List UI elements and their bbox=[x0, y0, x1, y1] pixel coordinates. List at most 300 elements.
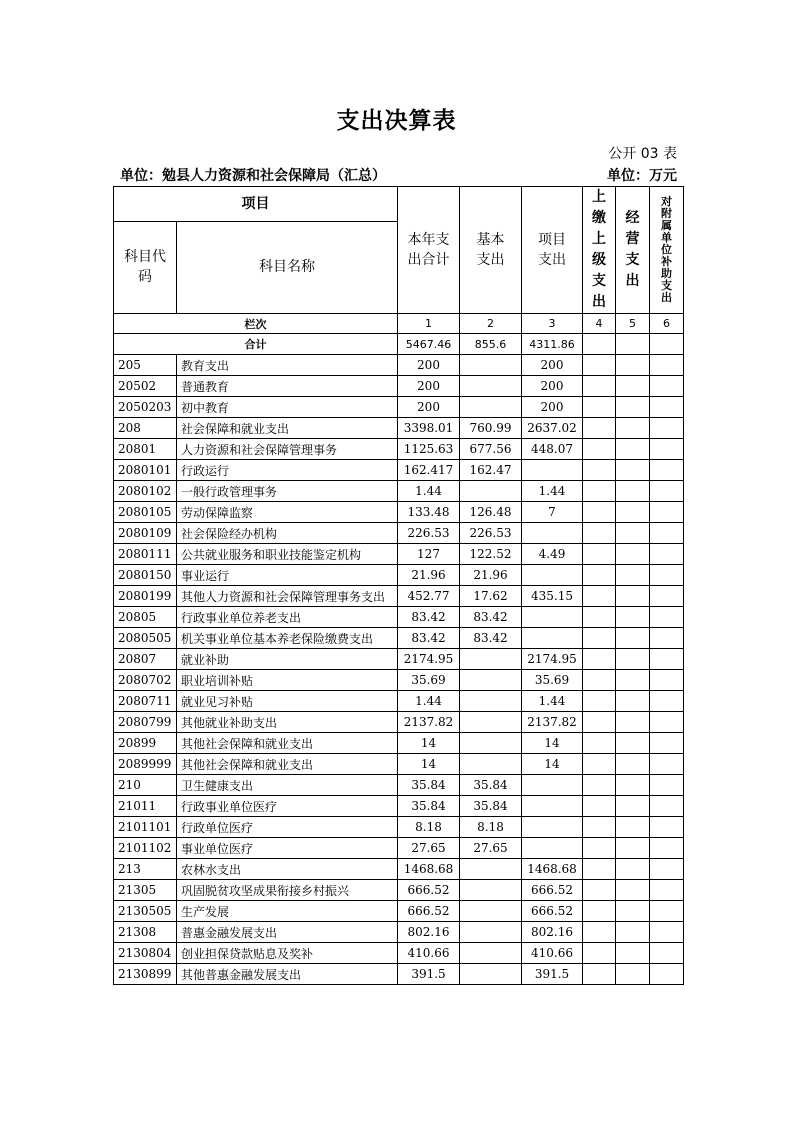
subsidy-cell bbox=[650, 586, 684, 607]
subject-code-cell: 21308 bbox=[114, 922, 177, 943]
subsidy-cell bbox=[650, 418, 684, 439]
turn-over-cell bbox=[583, 796, 616, 817]
item-cell: 391.5 bbox=[522, 964, 583, 985]
subject-code-cell: 20801 bbox=[114, 439, 177, 460]
item-cell bbox=[522, 817, 583, 838]
operating-cell bbox=[616, 565, 650, 586]
subject-name-cell: 行政事业单位医疗 bbox=[177, 796, 398, 817]
turn-over-cell bbox=[583, 670, 616, 691]
basic-cell: 126.48 bbox=[460, 502, 522, 523]
subject-code-cell: 2080711 bbox=[114, 691, 177, 712]
subject-name-cell: 巩固脱贫攻坚成果衔接乡村振兴 bbox=[177, 880, 398, 901]
subject-name-cell: 劳动保障监察 bbox=[177, 502, 398, 523]
operating-cell bbox=[616, 586, 650, 607]
subject-code-cell: 2080111 bbox=[114, 544, 177, 565]
subject-name-cell: 其他社会保障和就业支出 bbox=[177, 733, 398, 754]
operating-cell bbox=[616, 628, 650, 649]
subsidy-cell bbox=[650, 775, 684, 796]
subsidy-cell bbox=[650, 964, 684, 985]
subject-name-cell: 教育支出 bbox=[177, 355, 398, 376]
total-cell: 127 bbox=[398, 544, 460, 565]
table-row bbox=[114, 544, 684, 565]
subject-code-cell: 2080109 bbox=[114, 523, 177, 544]
subject-name-cell: 就业见习补贴 bbox=[177, 691, 398, 712]
operating-cell bbox=[616, 376, 650, 397]
turn-over-cell bbox=[583, 838, 616, 859]
basic-cell bbox=[460, 943, 522, 964]
subject-name-cell: 行政单位医疗 bbox=[177, 817, 398, 838]
subsidy-cell bbox=[650, 502, 684, 523]
lanci-col: 3 bbox=[522, 314, 583, 334]
header-operating: 经营支出 bbox=[616, 187, 650, 314]
operating-cell bbox=[616, 439, 650, 460]
turn-over-cell bbox=[583, 880, 616, 901]
subsidy-cell bbox=[650, 733, 684, 754]
item-cell: 200 bbox=[522, 397, 583, 418]
header-item: 项目支出 bbox=[522, 187, 583, 314]
subject-code-cell: 2130899 bbox=[114, 964, 177, 985]
item-cell: 1.44 bbox=[522, 691, 583, 712]
subject-code-cell: 210 bbox=[114, 775, 177, 796]
subject-name-cell: 行政事业单位养老支出 bbox=[177, 607, 398, 628]
turn-over-cell bbox=[583, 922, 616, 943]
total-turn-over bbox=[583, 334, 616, 355]
subject-code-cell: 20502 bbox=[114, 376, 177, 397]
operating-cell bbox=[616, 712, 650, 733]
subject-name-cell: 社会保障和就业支出 bbox=[177, 418, 398, 439]
turn-over-cell bbox=[583, 397, 616, 418]
total-cell: 35.69 bbox=[398, 670, 460, 691]
table-row bbox=[114, 397, 684, 418]
subject-name-cell: 就业补助 bbox=[177, 649, 398, 670]
item-cell: 2137.82 bbox=[522, 712, 583, 733]
basic-cell: 760.99 bbox=[460, 418, 522, 439]
operating-cell bbox=[616, 733, 650, 754]
header-turn-over: 上缴上级支出 bbox=[583, 187, 616, 314]
subsidy-cell bbox=[650, 460, 684, 481]
table-row bbox=[114, 586, 684, 607]
subject-code-cell: 2080102 bbox=[114, 481, 177, 502]
table-row bbox=[114, 922, 684, 943]
item-cell bbox=[522, 628, 583, 649]
header-subsidy: 对附属单位补助支出 bbox=[650, 187, 684, 314]
total-cell: 83.42 bbox=[398, 607, 460, 628]
turn-over-cell bbox=[583, 943, 616, 964]
subsidy-cell bbox=[650, 439, 684, 460]
subsidy-cell bbox=[650, 712, 684, 733]
table-row bbox=[114, 355, 684, 376]
basic-cell: 27.65 bbox=[460, 838, 522, 859]
table-row bbox=[114, 901, 684, 922]
operating-cell bbox=[616, 943, 650, 964]
header-subject-name: 科目名称 bbox=[177, 221, 398, 313]
basic-cell: 17.62 bbox=[460, 586, 522, 607]
item-cell bbox=[522, 523, 583, 544]
subject-name-cell: 其他社会保障和就业支出 bbox=[177, 754, 398, 775]
subsidy-cell bbox=[650, 754, 684, 775]
subsidy-cell bbox=[650, 880, 684, 901]
total-row bbox=[114, 334, 684, 355]
subject-name-cell: 公共就业服务和职业技能鉴定机构 bbox=[177, 544, 398, 565]
subject-name-cell: 其他普惠金融发展支出 bbox=[177, 964, 398, 985]
item-cell bbox=[522, 565, 583, 586]
basic-cell: 677.56 bbox=[460, 439, 522, 460]
table-row bbox=[114, 859, 684, 880]
operating-cell bbox=[616, 481, 650, 502]
subject-code-cell: 20899 bbox=[114, 733, 177, 754]
turn-over-cell bbox=[583, 607, 616, 628]
lanci-col: 2 bbox=[460, 314, 522, 334]
item-cell: 7 bbox=[522, 502, 583, 523]
operating-cell bbox=[616, 901, 650, 922]
expenditure-table bbox=[113, 186, 684, 985]
header-basic: 基本支出 bbox=[460, 187, 522, 314]
turn-over-cell bbox=[583, 565, 616, 586]
subsidy-cell bbox=[650, 481, 684, 502]
subject-code-cell: 2101102 bbox=[114, 838, 177, 859]
table-row bbox=[114, 523, 684, 544]
subject-name-cell: 农林水支出 bbox=[177, 859, 398, 880]
item-cell bbox=[522, 775, 583, 796]
operating-cell bbox=[616, 922, 650, 943]
table-row bbox=[114, 838, 684, 859]
table-row bbox=[114, 502, 684, 523]
operating-cell bbox=[616, 418, 650, 439]
item-cell: 200 bbox=[522, 355, 583, 376]
table-row bbox=[114, 376, 684, 397]
table-row bbox=[114, 607, 684, 628]
item-cell bbox=[522, 838, 583, 859]
subject-name-cell: 一般行政管理事务 bbox=[177, 481, 398, 502]
subject-code-cell: 213 bbox=[114, 859, 177, 880]
item-cell bbox=[522, 796, 583, 817]
basic-cell bbox=[460, 649, 522, 670]
operating-cell bbox=[616, 964, 650, 985]
total-cell: 14 bbox=[398, 754, 460, 775]
subject-code-cell: 205 bbox=[114, 355, 177, 376]
currency-unit: 单位：万元 bbox=[607, 168, 677, 184]
total-cell: 8.18 bbox=[398, 817, 460, 838]
subject-name-cell: 其他人力资源和社会保障管理事务支出 bbox=[177, 586, 398, 607]
subject-name-cell: 创业担保贷款贴息及奖补 bbox=[177, 943, 398, 964]
total-label: 合计 bbox=[114, 334, 398, 355]
table-row bbox=[114, 418, 684, 439]
total-item: 4311.86 bbox=[522, 334, 583, 355]
subject-name-cell: 其他就业补助支出 bbox=[177, 712, 398, 733]
total-cell: 2137.82 bbox=[398, 712, 460, 733]
subject-name-cell: 初中教育 bbox=[177, 397, 398, 418]
header-project: 项目 bbox=[114, 187, 398, 222]
subsidy-cell bbox=[650, 943, 684, 964]
lanci-col: 1 bbox=[398, 314, 460, 334]
table-row bbox=[114, 943, 684, 964]
basic-cell: 122.52 bbox=[460, 544, 522, 565]
item-cell: 666.52 bbox=[522, 901, 583, 922]
turn-over-cell bbox=[583, 733, 616, 754]
table-row bbox=[114, 733, 684, 754]
table-row bbox=[114, 481, 684, 502]
header-subject-code: 科目代码 bbox=[114, 221, 177, 313]
table-row bbox=[114, 439, 684, 460]
item-cell: 435.15 bbox=[522, 586, 583, 607]
turn-over-cell bbox=[583, 355, 616, 376]
turn-over-cell bbox=[583, 460, 616, 481]
turn-over-cell bbox=[583, 376, 616, 397]
operating-cell bbox=[616, 754, 650, 775]
total-cell: 162.417 bbox=[398, 460, 460, 481]
total-cell: 1468.68 bbox=[398, 859, 460, 880]
total-cell: 14 bbox=[398, 733, 460, 754]
turn-over-cell bbox=[583, 418, 616, 439]
subsidy-cell bbox=[650, 670, 684, 691]
header-total: 本年支出合计 bbox=[398, 187, 460, 314]
basic-cell bbox=[460, 670, 522, 691]
item-cell: 200 bbox=[522, 376, 583, 397]
item-cell: 1.44 bbox=[522, 481, 583, 502]
operating-cell bbox=[616, 397, 650, 418]
basic-cell: 226.53 bbox=[460, 523, 522, 544]
basic-cell: 21.96 bbox=[460, 565, 522, 586]
operating-cell bbox=[616, 460, 650, 481]
basic-cell bbox=[460, 691, 522, 712]
turn-over-cell bbox=[583, 523, 616, 544]
subject-code-cell: 21305 bbox=[114, 880, 177, 901]
page-title: 支出决算表 bbox=[336, 108, 457, 134]
subject-code-cell: 2130804 bbox=[114, 943, 177, 964]
item-cell: 14 bbox=[522, 733, 583, 754]
operating-cell bbox=[616, 838, 650, 859]
total-subsidy bbox=[650, 334, 684, 355]
basic-cell: 35.84 bbox=[460, 796, 522, 817]
total-cell: 200 bbox=[398, 355, 460, 376]
basic-cell bbox=[460, 901, 522, 922]
operating-cell bbox=[616, 502, 650, 523]
operating-cell bbox=[616, 859, 650, 880]
subject-name-cell: 社会保险经办机构 bbox=[177, 523, 398, 544]
table-row bbox=[114, 649, 684, 670]
subject-code-cell: 2080702 bbox=[114, 670, 177, 691]
subject-name-cell: 事业运行 bbox=[177, 565, 398, 586]
total-cell: 27.65 bbox=[398, 838, 460, 859]
turn-over-cell bbox=[583, 586, 616, 607]
basic-cell bbox=[460, 712, 522, 733]
table-row bbox=[114, 754, 684, 775]
table-row bbox=[114, 565, 684, 586]
table-row bbox=[114, 691, 684, 712]
total-cell: 83.42 bbox=[398, 628, 460, 649]
subsidy-cell bbox=[650, 796, 684, 817]
total-cell: 21.96 bbox=[398, 565, 460, 586]
total-cell: 200 bbox=[398, 397, 460, 418]
subject-name-cell: 普惠金融发展支出 bbox=[177, 922, 398, 943]
subsidy-cell bbox=[650, 649, 684, 670]
item-cell: 802.16 bbox=[522, 922, 583, 943]
total-operating bbox=[616, 334, 650, 355]
subject-name-cell: 生产发展 bbox=[177, 901, 398, 922]
subsidy-cell bbox=[650, 859, 684, 880]
total-cell: 1125.63 bbox=[398, 439, 460, 460]
subject-code-cell: 2080101 bbox=[114, 460, 177, 481]
table-row bbox=[114, 628, 684, 649]
subsidy-cell bbox=[650, 355, 684, 376]
operating-cell bbox=[616, 691, 650, 712]
table-row bbox=[114, 880, 684, 901]
total-cell: 1.44 bbox=[398, 691, 460, 712]
basic-cell bbox=[460, 859, 522, 880]
total-basic: 855.6 bbox=[460, 334, 522, 355]
subject-name-cell: 行政运行 bbox=[177, 460, 398, 481]
total-cell: 2174.95 bbox=[398, 649, 460, 670]
operating-cell bbox=[616, 355, 650, 376]
subject-code-cell: 20807 bbox=[114, 649, 177, 670]
subject-name-cell: 人力资源和社会保障管理事务 bbox=[177, 439, 398, 460]
turn-over-cell bbox=[583, 481, 616, 502]
basic-cell: 83.42 bbox=[460, 628, 522, 649]
form-number: 公开 03 表 bbox=[608, 146, 677, 162]
table-row bbox=[114, 712, 684, 733]
turn-over-cell bbox=[583, 712, 616, 733]
total-cell: 802.16 bbox=[398, 922, 460, 943]
operating-cell bbox=[616, 796, 650, 817]
subsidy-cell bbox=[650, 544, 684, 565]
table-row bbox=[114, 796, 684, 817]
subject-name-cell: 普通教育 bbox=[177, 376, 398, 397]
table-row bbox=[114, 775, 684, 796]
subsidy-cell bbox=[650, 607, 684, 628]
basic-cell bbox=[460, 481, 522, 502]
turn-over-cell bbox=[583, 544, 616, 565]
turn-over-cell bbox=[583, 775, 616, 796]
subject-code-cell: 21011 bbox=[114, 796, 177, 817]
turn-over-cell bbox=[583, 502, 616, 523]
subject-code-cell: 2080505 bbox=[114, 628, 177, 649]
subject-code-cell: 2130505 bbox=[114, 901, 177, 922]
basic-cell: 162.47 bbox=[460, 460, 522, 481]
table-row bbox=[114, 460, 684, 481]
subsidy-cell bbox=[650, 397, 684, 418]
subject-code-cell: 2080150 bbox=[114, 565, 177, 586]
subsidy-cell bbox=[650, 523, 684, 544]
basic-cell bbox=[460, 754, 522, 775]
subject-code-cell: 20805 bbox=[114, 607, 177, 628]
basic-cell: 8.18 bbox=[460, 817, 522, 838]
subject-name-cell: 事业单位医疗 bbox=[177, 838, 398, 859]
subsidy-cell bbox=[650, 838, 684, 859]
operating-cell bbox=[616, 670, 650, 691]
subject-code-cell: 2080799 bbox=[114, 712, 177, 733]
subject-code-cell: 2101101 bbox=[114, 817, 177, 838]
turn-over-cell bbox=[583, 649, 616, 670]
total-cell: 666.52 bbox=[398, 880, 460, 901]
lanci-col: 5 bbox=[616, 314, 650, 334]
item-cell: 35.69 bbox=[522, 670, 583, 691]
turn-over-cell bbox=[583, 901, 616, 922]
lanci-row bbox=[114, 314, 684, 334]
subject-name-cell: 职业培训补贴 bbox=[177, 670, 398, 691]
unit-label: 单位：勉县人力资源和社会保障局（汇总） bbox=[120, 168, 386, 184]
subsidy-cell bbox=[650, 922, 684, 943]
turn-over-cell bbox=[583, 964, 616, 985]
operating-cell bbox=[616, 649, 650, 670]
subject-code-cell: 2089999 bbox=[114, 754, 177, 775]
operating-cell bbox=[616, 880, 650, 901]
subsidy-cell bbox=[650, 565, 684, 586]
item-cell bbox=[522, 607, 583, 628]
item-cell: 666.52 bbox=[522, 880, 583, 901]
lanci-label: 栏次 bbox=[114, 314, 398, 334]
total-cell: 391.5 bbox=[398, 964, 460, 985]
basic-cell: 83.42 bbox=[460, 607, 522, 628]
subsidy-cell bbox=[650, 376, 684, 397]
subject-code-cell: 2080199 bbox=[114, 586, 177, 607]
total-cell: 226.53 bbox=[398, 523, 460, 544]
total-amount: 5467.46 bbox=[398, 334, 460, 355]
table-row bbox=[114, 964, 684, 985]
subject-name-cell: 卫生健康支出 bbox=[177, 775, 398, 796]
basic-cell bbox=[460, 355, 522, 376]
lanci-col: 6 bbox=[650, 314, 684, 334]
basic-cell: 35.84 bbox=[460, 775, 522, 796]
operating-cell bbox=[616, 607, 650, 628]
operating-cell bbox=[616, 775, 650, 796]
basic-cell bbox=[460, 922, 522, 943]
subsidy-cell bbox=[650, 817, 684, 838]
subject-code-cell: 208 bbox=[114, 418, 177, 439]
item-cell: 1468.68 bbox=[522, 859, 583, 880]
item-cell: 14 bbox=[522, 754, 583, 775]
total-cell: 35.84 bbox=[398, 796, 460, 817]
lanci-col: 4 bbox=[583, 314, 616, 334]
total-cell: 452.77 bbox=[398, 586, 460, 607]
table-row bbox=[114, 670, 684, 691]
item-cell bbox=[522, 460, 583, 481]
operating-cell bbox=[616, 544, 650, 565]
subject-name-cell: 机关事业单位基本养老保险缴费支出 bbox=[177, 628, 398, 649]
subject-code-cell: 2050203 bbox=[114, 397, 177, 418]
basic-cell bbox=[460, 397, 522, 418]
total-cell: 35.84 bbox=[398, 775, 460, 796]
turn-over-cell bbox=[583, 439, 616, 460]
turn-over-cell bbox=[583, 628, 616, 649]
item-cell: 2174.95 bbox=[522, 649, 583, 670]
total-cell: 3398.01 bbox=[398, 418, 460, 439]
item-cell: 4.49 bbox=[522, 544, 583, 565]
table-row bbox=[114, 817, 684, 838]
basic-cell bbox=[460, 733, 522, 754]
turn-over-cell bbox=[583, 817, 616, 838]
subsidy-cell bbox=[650, 691, 684, 712]
subsidy-cell bbox=[650, 901, 684, 922]
total-cell: 133.48 bbox=[398, 502, 460, 523]
item-cell: 410.66 bbox=[522, 943, 583, 964]
item-cell: 2637.02 bbox=[522, 418, 583, 439]
total-cell: 666.52 bbox=[398, 901, 460, 922]
total-cell: 200 bbox=[398, 376, 460, 397]
turn-over-cell bbox=[583, 691, 616, 712]
total-cell: 1.44 bbox=[398, 481, 460, 502]
item-cell: 448.07 bbox=[522, 439, 583, 460]
turn-over-cell bbox=[583, 859, 616, 880]
basic-cell bbox=[460, 964, 522, 985]
total-cell: 410.66 bbox=[398, 943, 460, 964]
turn-over-cell bbox=[583, 754, 616, 775]
basic-cell bbox=[460, 880, 522, 901]
subsidy-cell bbox=[650, 628, 684, 649]
operating-cell bbox=[616, 523, 650, 544]
subject-code-cell: 2080105 bbox=[114, 502, 177, 523]
operating-cell bbox=[616, 817, 650, 838]
basic-cell bbox=[460, 376, 522, 397]
